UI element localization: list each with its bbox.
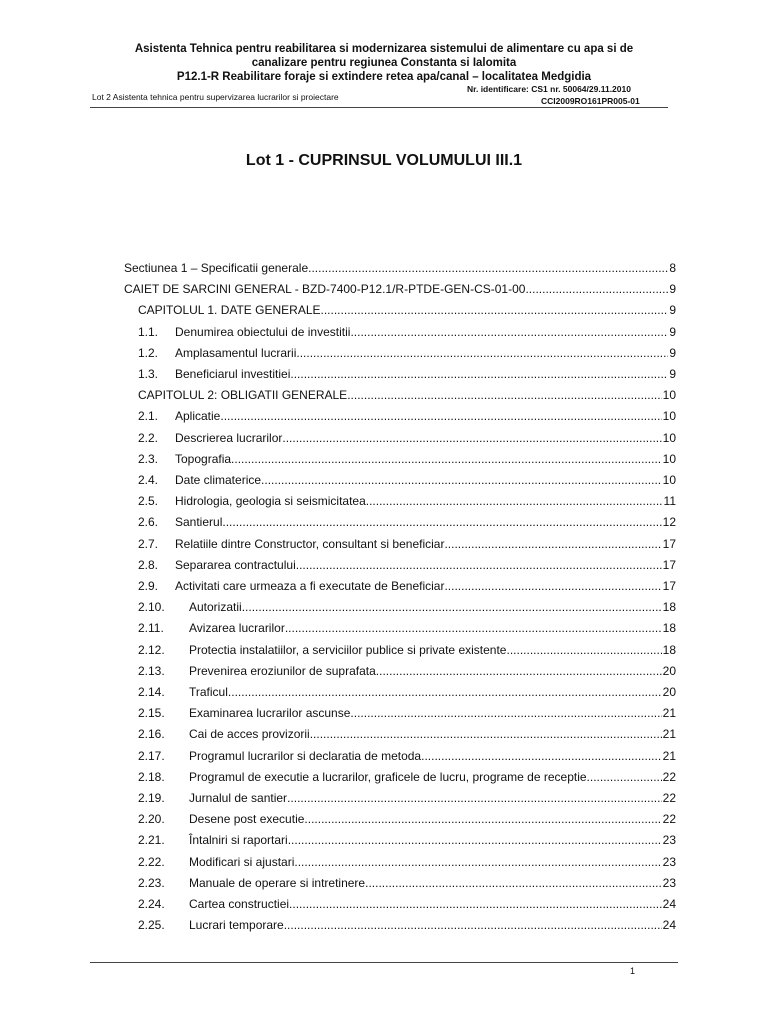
toc-entry-number: 2.18.	[138, 769, 165, 784]
toc-entry-page: 9	[669, 345, 676, 360]
toc-entry-number: 2.9.	[138, 579, 159, 593]
toc-entry-number: 2.12.	[138, 642, 165, 657]
toc-entry-title: Aplicatie	[175, 409, 221, 424]
toc-entry[interactable]	[0, 406, 768, 426]
toc-entry[interactable]	[0, 618, 768, 638]
toc-dot-leader	[288, 830, 662, 850]
toc-dot-leader	[222, 512, 661, 532]
toc-entry-page: 23	[662, 875, 676, 890]
header-line-2: canalizare pentru regiunea Constanta si Ialomita	[251, 57, 517, 69]
toc-entry[interactable]	[0, 364, 768, 384]
toc-dot-leader	[444, 576, 661, 596]
toc-dot-leader	[506, 640, 661, 660]
toc-entry[interactable]	[0, 915, 768, 935]
toc-dot-leader	[321, 300, 669, 320]
toc-dot-leader	[228, 682, 662, 702]
toc-entry-title: Desene post executie	[189, 812, 305, 827]
toc-dot-leader	[294, 852, 661, 872]
toc-entry[interactable]	[0, 809, 768, 829]
toc-entry-number: 2.3.	[138, 451, 159, 466]
toc-entry[interactable]	[0, 597, 768, 617]
toc-entry[interactable]	[0, 830, 768, 850]
toc-entry-title: Cartea constructiei	[189, 897, 290, 911]
toc-dot-leader	[350, 322, 668, 342]
toc-dot-leader	[376, 661, 662, 681]
page-title: Lot 1 - CUPRINSUL VOLUMULUI III.1	[245, 152, 523, 169]
toc-entry-number: 2.6.	[138, 515, 159, 530]
toc-entry-page: 20	[662, 685, 676, 699]
toc-dot-leader	[287, 788, 662, 808]
toc-entry-title: Relatiile dintre Constructor, consultant si beneficiar	[175, 536, 445, 551]
toc-dot-leader	[261, 470, 662, 490]
page-number: 1	[630, 966, 636, 976]
toc-entry-title: Sectiunea 1 – Specificatii generale	[124, 261, 309, 275]
toc-entry-title: Examinarea lucrarilor ascunse	[189, 706, 351, 721]
toc-entry-title: Modificari si ajustari	[189, 854, 295, 869]
toc-entry-page: 9	[669, 324, 676, 339]
toc-entry-page: 10	[662, 473, 676, 487]
toc-entry-page: 21	[662, 748, 676, 763]
toc-entry-title: Amplasamentul lucrarii	[175, 345, 297, 360]
toc-entry-title: CAIET DE SARCINI GENERAL - BZD-7400-P12.1/R-PTDE-GEN-CS-01-00	[124, 282, 526, 297]
toc-dot-leader	[296, 555, 662, 575]
toc-entry-number: 2.14.	[138, 685, 165, 699]
toc-entry[interactable]	[0, 534, 768, 554]
toc-entry-title: Programul de executie a lucrarilor, graficele de lucru, programe de receptie	[189, 769, 587, 784]
toc-entry-number: 1.2.	[138, 345, 159, 360]
toc-entry[interactable]	[0, 661, 768, 681]
toc-dot-leader	[304, 809, 661, 829]
toc-dot-leader	[525, 279, 668, 299]
toc-dot-leader	[296, 343, 668, 363]
toc-entry[interactable]	[0, 343, 768, 363]
toc-dot-leader	[282, 428, 661, 448]
toc-entry-title: Hidrologia, geologia si seismicitatea	[175, 494, 366, 509]
toc-dot-leader	[365, 873, 662, 893]
toc-entry-page: 18	[662, 621, 676, 636]
toc-entry-page: 12	[662, 515, 676, 530]
toc-dot-leader	[242, 597, 662, 617]
toc-entry-number: 2.16.	[138, 727, 165, 742]
toc-entry-title: Autorizatii	[189, 600, 242, 615]
toc-entry-title: Separarea contractului	[175, 557, 296, 572]
toc-entry-title: Date climaterice	[175, 473, 262, 487]
header-lot2: Lot 2 Asistenta tehnica pentru supervizarea lucrarilor si proiectare	[92, 92, 339, 102]
toc-entry-page: 22	[662, 769, 676, 784]
toc-entry-number: 2.8.	[138, 557, 159, 572]
toc-dot-leader	[347, 385, 661, 405]
toc-entry-number: 2.4.	[138, 473, 159, 487]
header-identifier: Nr. identificare: CS1 nr. 50064/29.11.2010	[467, 84, 631, 94]
toc-entry[interactable]	[0, 449, 768, 469]
toc-entry-number: 2.7.	[138, 536, 159, 551]
toc-entry-title: Beneficiarul investitiei	[175, 367, 291, 381]
toc-entry[interactable]	[0, 640, 768, 660]
toc-entry[interactable]	[0, 279, 768, 299]
toc-entry-title: Activitati care urmeaza a fi executate de Beneficiar	[175, 579, 445, 593]
toc-entry-title: Denumirea obiectului de investitii	[175, 324, 351, 339]
toc-dot-leader	[310, 724, 662, 744]
toc-dot-leader	[290, 364, 668, 384]
toc-entry-page: 23	[662, 833, 676, 848]
toc-entry-page: 8	[669, 261, 676, 275]
toc-entry-title: Topografia	[175, 451, 232, 466]
toc-entry-page: 22	[662, 812, 676, 827]
footer-divider	[90, 962, 678, 963]
toc-entry-title: Protectia instalatiilor, a serviciilor publice si private existente	[189, 642, 507, 657]
toc-entry-number: 2.15.	[138, 706, 165, 721]
toc-entry-page: 21	[662, 727, 676, 742]
header-line-1: Asistenta Tehnica pentru reabilitarea si modernizarea sistemului de alimentare cu apa si de	[134, 43, 634, 55]
toc-entry-number: 2.24.	[138, 897, 165, 911]
toc-entry-page: 9	[669, 282, 676, 297]
toc-entry[interactable]	[0, 767, 768, 787]
toc-entry-title: Cai de acces provizorii	[189, 727, 310, 742]
toc-dot-leader	[284, 915, 662, 935]
toc-entry-number: 2.19.	[138, 791, 165, 805]
toc-dot-leader	[285, 618, 662, 638]
toc-entry-title: Avizarea lucrarilor	[189, 621, 285, 636]
toc-entry-title: Lucrari temporare	[189, 918, 284, 933]
toc-entry-page: 18	[662, 600, 676, 615]
toc-entry-number: 2.11.	[138, 621, 164, 636]
toc-entry-title: Programul lucrarilor si declaratia de metoda	[189, 748, 422, 763]
toc-entry[interactable]	[0, 788, 768, 808]
toc-entry-page: 24	[662, 897, 676, 911]
toc-entry[interactable]	[0, 703, 768, 723]
toc-entry-page: 18	[662, 642, 676, 657]
toc-entry-title: Santierul	[175, 515, 223, 530]
toc-entry-page: 23	[662, 854, 676, 869]
toc-entry-number: 2.13.	[138, 663, 165, 678]
toc-entry[interactable]	[0, 300, 768, 320]
toc-entry-title: Prevenirea eroziunilor de suprafata	[189, 663, 376, 678]
toc-entry-page: 11	[663, 494, 676, 509]
toc-entry-page: 17	[662, 557, 676, 572]
toc-entry[interactable]	[0, 746, 768, 766]
toc-entry[interactable]	[0, 682, 768, 702]
toc-entry-number: 2.20.	[138, 812, 165, 827]
toc-entry-page: 10	[662, 451, 676, 466]
toc-entry[interactable]	[0, 852, 768, 872]
toc-entry-page: 10	[662, 388, 676, 403]
toc-entry-number: 2.10.	[138, 600, 165, 615]
toc-entry-page: 20	[662, 663, 676, 678]
toc-entry-number: 2.1.	[138, 409, 159, 424]
toc-entry-number: 2.5.	[138, 494, 159, 509]
toc-entry[interactable]	[0, 873, 768, 893]
toc-entry-number: 2.22.	[138, 854, 165, 869]
toc-entry-title: Descrierea lucrarilor	[175, 430, 283, 445]
toc-entry-number: 1.3.	[138, 367, 159, 381]
toc-entry-number: 2.21.	[138, 833, 165, 848]
toc-dot-leader	[587, 767, 662, 787]
toc-dot-leader	[366, 491, 663, 511]
toc-entry-page: 9	[669, 303, 676, 318]
toc-entry-page: 10	[662, 430, 676, 445]
toc-entry[interactable]	[0, 555, 768, 575]
toc-entry-page: 21	[662, 706, 676, 721]
toc-dot-leader	[444, 534, 661, 554]
toc-entry-title: CAPITOLUL 2: OBLIGATII GENERALE	[138, 388, 348, 403]
toc-dot-leader	[220, 406, 661, 426]
toc-dot-leader	[231, 449, 662, 469]
toc-entry-page: 10	[662, 409, 676, 424]
toc-entry[interactable]	[0, 385, 768, 405]
toc-dot-leader	[421, 746, 662, 766]
toc-entry-page: 22	[662, 791, 676, 805]
toc-entry[interactable]	[0, 258, 768, 278]
toc-entry[interactable]	[0, 512, 768, 532]
header-line-3: P12.1-R Reabilitare foraje si extindere retea apa/canal – localitatea Medgidia	[176, 71, 592, 83]
toc-entry[interactable]	[0, 894, 768, 914]
toc-entry-title: Traficul	[189, 685, 228, 699]
toc-entry-number: 2.23.	[138, 875, 165, 890]
toc-entry-title: Manuale de operare si intretinere	[189, 875, 366, 890]
toc-entry-page: 24	[662, 918, 676, 933]
toc-entry-page: 9	[669, 367, 676, 381]
toc-entry[interactable]	[0, 322, 768, 342]
toc-entry-number: 2.25.	[138, 918, 165, 933]
toc-entry[interactable]	[0, 428, 768, 448]
header-code: CCI2009RO161PR005-01	[541, 96, 640, 106]
toc-entry-number: 2.2.	[138, 430, 159, 445]
toc-entry[interactable]	[0, 576, 768, 596]
header-divider	[90, 107, 668, 108]
toc-entry-title: Întalniri si raportari	[189, 833, 288, 848]
toc-entry-title: CAPITOLUL 1. DATE GENERALE	[138, 303, 321, 318]
toc-entry[interactable]	[0, 470, 768, 490]
toc-dot-leader	[308, 258, 668, 278]
toc-entry-page: 17	[662, 579, 676, 593]
toc-entry-number: 1.1.	[138, 324, 159, 339]
toc-entry-title: Jurnalul de santier	[189, 791, 288, 805]
toc-entry[interactable]	[0, 491, 768, 511]
toc-entry[interactable]	[0, 724, 768, 744]
toc-dot-leader	[350, 703, 661, 723]
toc-entry-page: 17	[662, 536, 676, 551]
toc-dot-leader	[289, 894, 662, 914]
toc-entry-number: 2.17.	[138, 748, 165, 763]
